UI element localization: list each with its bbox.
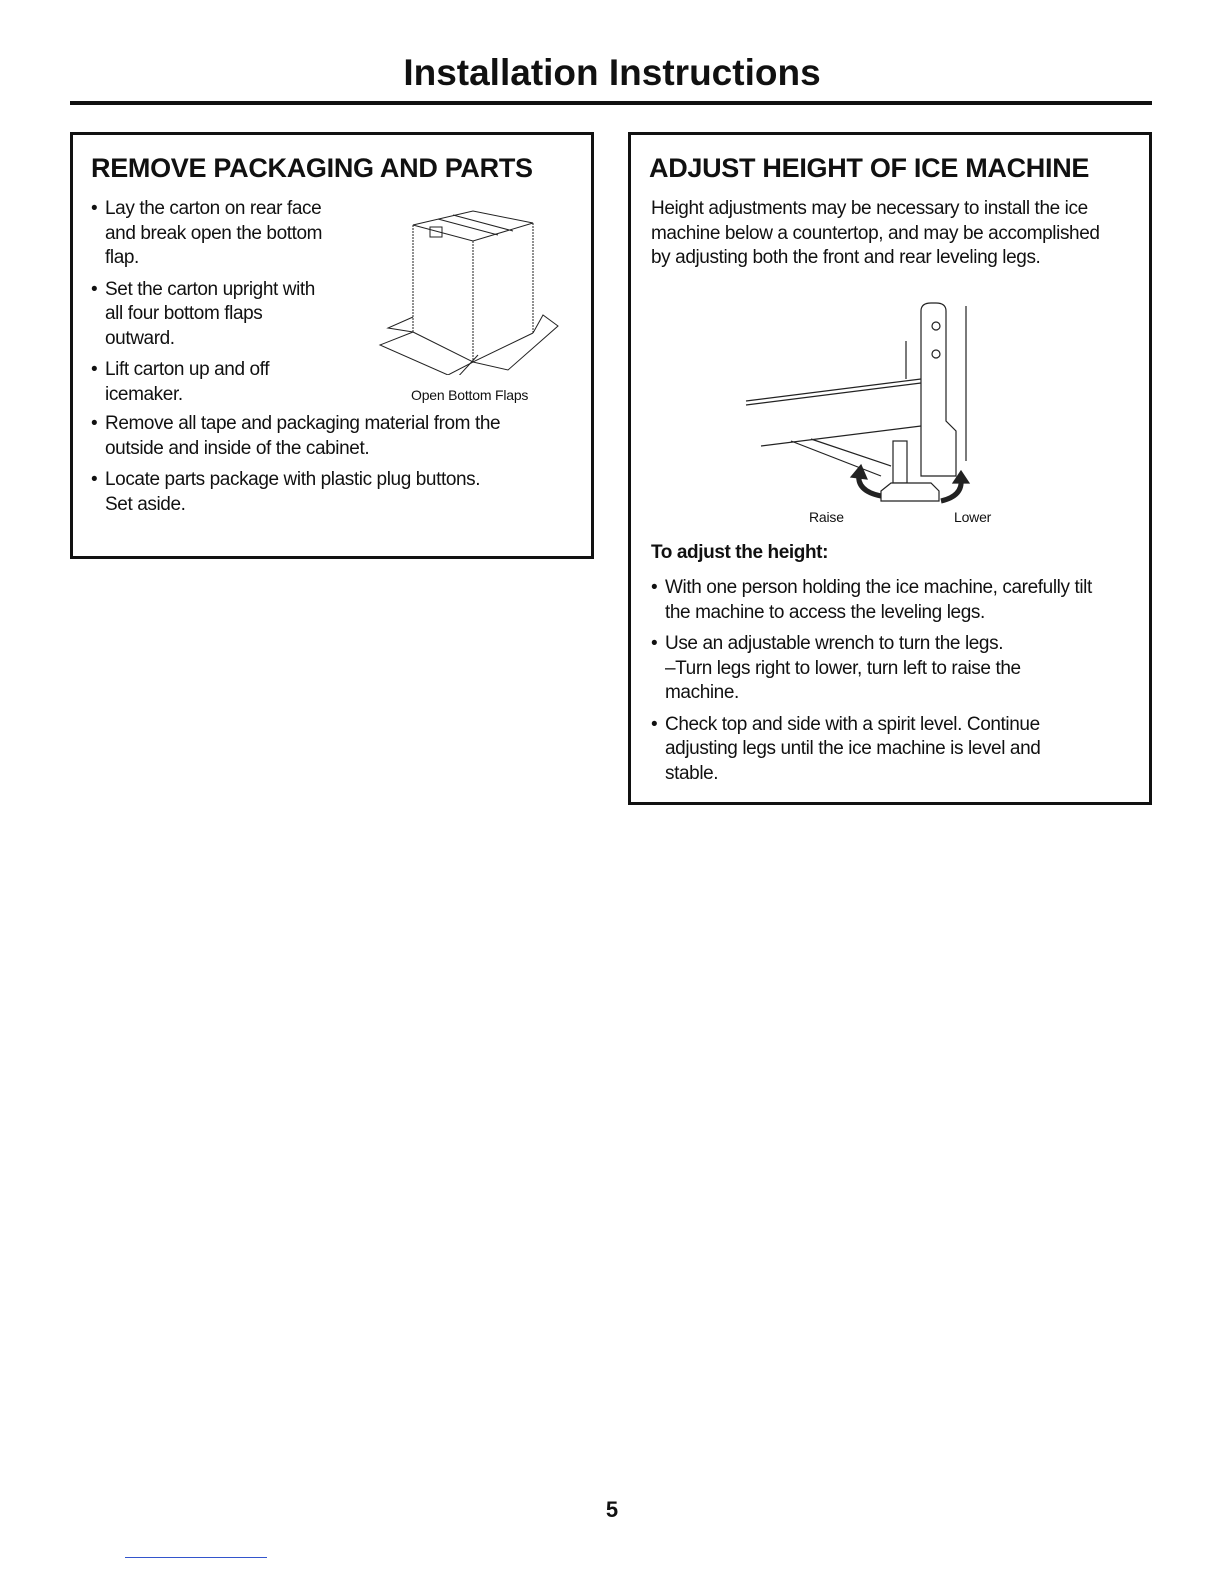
sub-note: –Turn legs right to lower, turn left to raise the machine.: [665, 657, 1021, 703]
list-item: • With one person holding the ice machine, carefully tilt the machine to access the leveling legs.: [651, 576, 1105, 625]
lower-label: Lower: [954, 509, 992, 525]
carton-illustration: [368, 195, 568, 375]
list-item: • Remove all tape and packaging material from the outside and inside of the cabinet.: [91, 412, 531, 461]
list-item: • Lay the carton on rear face and break open the bottom flap.: [91, 197, 345, 271]
leveling-leg-illustration: [741, 301, 981, 511]
bullets-bottom: [91, 412, 531, 524]
adjust-height-section: [628, 132, 1152, 805]
remove-packaging-section: [70, 132, 594, 559]
subheading: To adjust the height:: [651, 542, 829, 563]
list-item: • Locate parts package with plastic plug buttons. Set aside.: [91, 468, 505, 517]
list-item: • Check top and side with a spirit level. Continue adjusting legs until the ice machine is level and stable.: [651, 713, 1075, 787]
title-rule: [70, 101, 1152, 105]
section-heading: REMOVE PACKAGING AND PARTS: [91, 153, 533, 183]
page-title: Installation Instructions: [403, 52, 821, 93]
list-item: • Lift carton up and off icemaker.: [91, 358, 305, 407]
figure-caption: Open Bottom Flaps: [411, 387, 529, 403]
footer-line: [125, 1557, 267, 1558]
list-item: • Use an adjustable wrench to turn the legs. –Turn legs right to lower, turn left to raise the machine.: [651, 632, 1121, 706]
raise-label: Raise: [809, 509, 844, 525]
list-item: • Set the carton upright with all four bottom flaps outward.: [91, 278, 320, 352]
adjust-bullets: [651, 576, 1121, 793]
page-number: 5: [605, 1497, 619, 1522]
bullets-top: [91, 197, 346, 414]
section-heading: ADJUST HEIGHT OF ICE MACHINE: [649, 153, 1090, 183]
intro-text: Height adjustments may be necessary to install the ice machine below a countertop, and may be accomplished by adjusting both the front and rear leveling legs.: [651, 198, 1100, 268]
